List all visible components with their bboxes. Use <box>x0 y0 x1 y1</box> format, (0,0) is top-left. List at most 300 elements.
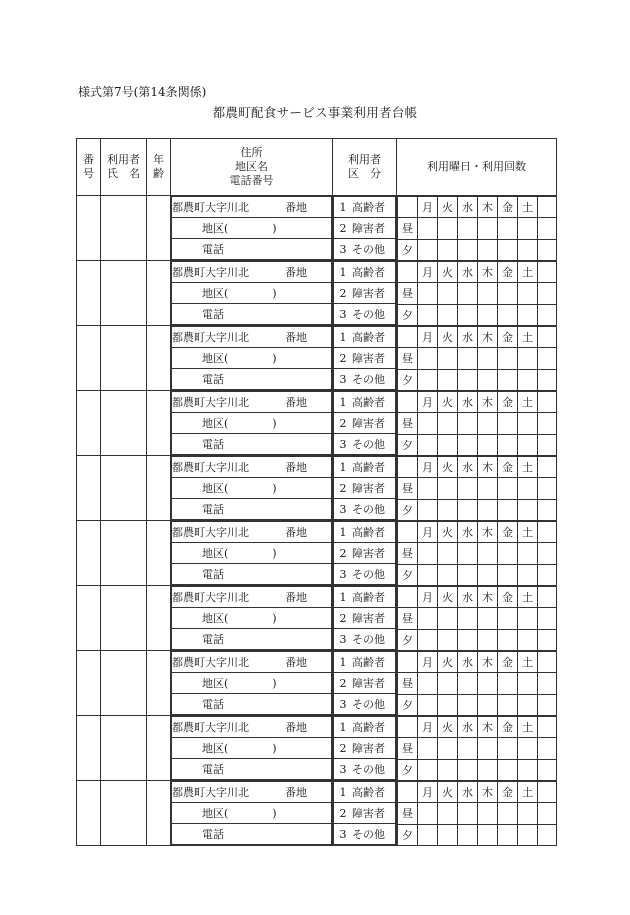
usage-count-cell[interactable] <box>458 608 478 629</box>
usage-count-cell[interactable] <box>518 218 538 239</box>
usage-count-cell[interactable] <box>498 413 518 434</box>
category-number: 2 <box>339 742 347 755</box>
usage-count-cell[interactable] <box>478 543 498 564</box>
category-cell[interactable] <box>333 456 397 521</box>
usage-count-cell[interactable] <box>438 824 458 845</box>
age-cell[interactable] <box>147 326 171 391</box>
category-cell[interactable] <box>333 196 397 261</box>
usage-grid-cell[interactable] <box>397 261 557 326</box>
header-user-name: 利用者 氏 名 <box>101 139 147 196</box>
usage-count-cell[interactable] <box>478 629 498 650</box>
usage-count-cell[interactable] <box>438 283 458 304</box>
weekday-label: 水 <box>458 262 478 283</box>
row-number-cell[interactable] <box>77 651 101 716</box>
address-cell[interactable] <box>171 521 333 586</box>
usage-count-cell[interactable] <box>478 499 498 520</box>
usage-count-cell[interactable] <box>518 283 538 304</box>
user-name-cell[interactable] <box>101 196 147 261</box>
usage-count-cell[interactable] <box>418 218 438 239</box>
category-number: 2 <box>339 482 347 495</box>
weekday-label: 水 <box>458 652 478 673</box>
weekday-label: 月 <box>418 262 438 283</box>
category-label: 高齢者 <box>352 396 385 409</box>
spare-cell[interactable] <box>538 218 557 239</box>
usage-grid-cell[interactable] <box>397 391 557 456</box>
usage-count-cell[interactable] <box>498 348 518 369</box>
weekday-label: 月 <box>418 392 438 413</box>
usage-count-cell[interactable] <box>458 564 478 585</box>
weekday-label: 火 <box>438 197 458 218</box>
spare-cell[interactable] <box>538 434 557 455</box>
usage-grid-cell[interactable] <box>397 781 557 846</box>
address-cell[interactable] <box>171 781 333 846</box>
address-cell[interactable] <box>171 456 333 521</box>
age-cell[interactable] <box>147 586 171 651</box>
category-number: 1 <box>339 786 347 799</box>
meal-slot-label: 昼 <box>398 218 418 239</box>
weekday-label: 火 <box>438 522 458 543</box>
meal-slot-label: 夕 <box>398 759 418 780</box>
usage-count-cell[interactable] <box>498 803 518 824</box>
meal-slot-label: 昼 <box>398 348 418 369</box>
usage-count-cell[interactable] <box>418 304 438 325</box>
meal-slot-label: 夕 <box>398 434 418 455</box>
usage-count-cell[interactable] <box>458 629 478 650</box>
weekday-label: 木 <box>478 262 498 283</box>
category-label: 高齢者 <box>352 786 385 799</box>
usage-count-cell[interactable] <box>498 304 518 325</box>
usage-grid-cell[interactable] <box>397 586 557 651</box>
meal-slot-label: 夕 <box>398 629 418 650</box>
header-address: 住所 地区名 電話番号 <box>171 139 333 196</box>
row-number-cell[interactable] <box>77 521 101 586</box>
address-phone: 電話 <box>202 438 224 451</box>
header-usage: 利用曜日・利用回数 <box>397 139 557 196</box>
usage-count-cell[interactable] <box>518 803 538 824</box>
age-cell[interactable] <box>147 781 171 846</box>
usage-count-cell[interactable] <box>438 694 458 715</box>
usage-count-cell[interactable] <box>438 543 458 564</box>
usage-count-cell[interactable] <box>418 348 438 369</box>
category-label: その他 <box>352 698 385 711</box>
spare-cell[interactable] <box>538 369 557 390</box>
category-number: 2 <box>339 807 347 820</box>
usage-count-cell[interactable] <box>518 564 538 585</box>
usage-count-cell[interactable] <box>438 413 458 434</box>
usage-count-cell[interactable] <box>518 629 538 650</box>
spare-cell[interactable] <box>538 522 557 543</box>
usage-count-cell[interactable] <box>438 499 458 520</box>
usage-count-cell[interactable] <box>438 239 458 260</box>
usage-count-cell[interactable] <box>478 218 498 239</box>
spare-cell[interactable] <box>538 824 557 845</box>
address-phone: 電話 <box>202 828 224 841</box>
address-town: 都農町大字川北 <box>172 656 249 669</box>
usage-count-cell[interactable] <box>418 434 438 455</box>
category-cell[interactable] <box>333 586 397 651</box>
weekday-label: 月 <box>418 652 438 673</box>
usage-count-cell[interactable] <box>418 629 438 650</box>
spare-cell[interactable] <box>538 348 557 369</box>
usage-count-cell[interactable] <box>478 608 498 629</box>
weekday-label: 月 <box>418 782 438 803</box>
usage-count-cell[interactable] <box>438 434 458 455</box>
slot-blank <box>398 717 418 738</box>
usage-count-cell[interactable] <box>418 673 438 694</box>
meal-slot-label: 夕 <box>398 239 418 260</box>
spare-cell[interactable] <box>538 239 557 260</box>
header-category: 利用者 区 分 <box>333 139 397 196</box>
usage-count-cell[interactable] <box>438 304 458 325</box>
usage-count-cell[interactable] <box>458 759 478 780</box>
usage-count-cell[interactable] <box>518 499 538 520</box>
usage-count-cell[interactable] <box>478 803 498 824</box>
category-number: 1 <box>339 656 347 669</box>
weekday-label: 金 <box>498 587 518 608</box>
usage-count-cell[interactable] <box>458 434 478 455</box>
row-number-cell[interactable] <box>77 456 101 521</box>
usage-count-cell[interactable] <box>478 478 498 499</box>
spare-cell[interactable] <box>538 629 557 650</box>
meal-slot-label: 昼 <box>398 413 418 434</box>
usage-count-cell[interactable] <box>498 478 518 499</box>
usage-count-cell[interactable] <box>478 434 498 455</box>
spare-cell[interactable] <box>538 782 557 803</box>
spare-cell[interactable] <box>538 197 557 218</box>
slot-blank <box>398 782 418 803</box>
category-number: 1 <box>339 266 347 279</box>
address-phone: 電話 <box>202 373 224 386</box>
usage-count-cell[interactable] <box>498 543 518 564</box>
category-label: 障害者 <box>352 222 385 235</box>
weekday-label: 木 <box>478 587 498 608</box>
spare-cell[interactable] <box>538 304 557 325</box>
usage-count-cell[interactable] <box>518 759 538 780</box>
usage-count-cell[interactable] <box>478 413 498 434</box>
spare-cell[interactable] <box>538 694 557 715</box>
usage-count-cell[interactable] <box>478 239 498 260</box>
usage-count-cell[interactable] <box>438 759 458 780</box>
weekday-label: 土 <box>518 782 538 803</box>
age-cell[interactable] <box>147 716 171 781</box>
address-cell[interactable] <box>171 391 333 456</box>
meal-slot-label: 夕 <box>398 824 418 845</box>
category-number: 1 <box>339 201 347 214</box>
spare-cell[interactable] <box>538 673 557 694</box>
usage-count-cell[interactable] <box>498 738 518 759</box>
category-cell[interactable] <box>333 716 397 781</box>
address-phone: 電話 <box>202 308 224 321</box>
usage-count-cell[interactable] <box>478 738 498 759</box>
spare-cell[interactable] <box>538 262 557 283</box>
usage-count-cell[interactable] <box>418 413 438 434</box>
user-ledger-table <box>76 138 557 846</box>
address-phone: 電話 <box>202 503 224 516</box>
usage-count-cell[interactable] <box>498 824 518 845</box>
user-name-cell[interactable] <box>101 521 147 586</box>
usage-grid-cell[interactable] <box>397 716 557 781</box>
usage-count-cell[interactable] <box>438 803 458 824</box>
usage-count-cell[interactable] <box>418 824 438 845</box>
spare-cell[interactable] <box>538 803 557 824</box>
usage-count-cell[interactable] <box>518 478 538 499</box>
usage-count-cell[interactable] <box>418 369 438 390</box>
usage-count-cell[interactable] <box>418 759 438 780</box>
address-town: 都農町大字川北 <box>172 201 249 214</box>
weekday-label: 月 <box>418 587 438 608</box>
category-label: 障害者 <box>352 612 385 625</box>
usage-count-cell[interactable] <box>518 369 538 390</box>
usage-count-cell[interactable] <box>458 694 478 715</box>
meal-slot-label: 夕 <box>398 499 418 520</box>
address-banchi: 番地 <box>285 201 307 214</box>
user-name-cell[interactable] <box>101 261 147 326</box>
meal-slot-label: 昼 <box>398 283 418 304</box>
category-number: 2 <box>339 417 347 430</box>
category-number: 3 <box>339 568 347 581</box>
address-cell[interactable] <box>171 326 333 391</box>
category-cell[interactable] <box>333 391 397 456</box>
spare-cell[interactable] <box>538 564 557 585</box>
spare-cell[interactable] <box>538 717 557 738</box>
address-town: 都農町大字川北 <box>172 396 249 409</box>
weekday-label: 土 <box>518 197 538 218</box>
usage-count-cell[interactable] <box>498 629 518 650</box>
usage-count-cell[interactable] <box>458 543 478 564</box>
usage-count-cell[interactable] <box>518 738 538 759</box>
usage-count-cell[interactable] <box>518 608 538 629</box>
category-number: 1 <box>339 461 347 474</box>
usage-count-cell[interactable] <box>418 543 438 564</box>
usage-count-cell[interactable] <box>478 759 498 780</box>
usage-count-cell[interactable] <box>458 803 478 824</box>
usage-grid-cell[interactable] <box>397 326 557 391</box>
usage-count-cell[interactable] <box>498 218 518 239</box>
usage-count-cell[interactable] <box>498 694 518 715</box>
category-label: 高齢者 <box>352 201 385 214</box>
usage-count-cell[interactable] <box>478 824 498 845</box>
usage-grid-cell[interactable] <box>397 651 557 716</box>
row-number-cell[interactable] <box>77 391 101 456</box>
spare-cell[interactable] <box>538 413 557 434</box>
usage-count-cell[interactable] <box>418 803 438 824</box>
usage-count-cell[interactable] <box>458 499 478 520</box>
category-cell[interactable] <box>333 651 397 716</box>
spare-cell[interactable] <box>538 283 557 304</box>
usage-count-cell[interactable] <box>458 478 478 499</box>
weekday-label: 金 <box>498 782 518 803</box>
table-row <box>77 781 557 846</box>
usage-count-cell[interactable] <box>438 218 458 239</box>
spare-cell[interactable] <box>538 392 557 413</box>
address-banchi: 番地 <box>285 526 307 539</box>
usage-count-cell[interactable] <box>518 673 538 694</box>
usage-count-cell[interactable] <box>418 564 438 585</box>
spare-cell[interactable] <box>538 608 557 629</box>
usage-count-cell[interactable] <box>518 694 538 715</box>
usage-count-cell[interactable] <box>498 239 518 260</box>
weekday-label: 木 <box>478 717 498 738</box>
usage-count-cell[interactable] <box>438 738 458 759</box>
usage-count-cell[interactable] <box>418 283 438 304</box>
age-cell[interactable] <box>147 651 171 716</box>
usage-count-cell[interactable] <box>418 608 438 629</box>
usage-count-cell[interactable] <box>518 543 538 564</box>
usage-count-cell[interactable] <box>418 239 438 260</box>
weekday-label: 火 <box>438 652 458 673</box>
usage-grid-cell[interactable] <box>397 196 557 261</box>
row-number-cell[interactable] <box>77 781 101 846</box>
usage-count-cell[interactable] <box>458 413 478 434</box>
usage-count-cell[interactable] <box>458 738 478 759</box>
category-cell[interactable] <box>333 781 397 846</box>
usage-count-cell[interactable] <box>458 673 478 694</box>
usage-count-cell[interactable] <box>498 564 518 585</box>
usage-count-cell[interactable] <box>438 348 458 369</box>
address-cell[interactable] <box>171 651 333 716</box>
age-cell[interactable] <box>147 456 171 521</box>
category-cell[interactable] <box>333 326 397 391</box>
row-number-cell[interactable] <box>77 196 101 261</box>
category-cell[interactable] <box>333 261 397 326</box>
spare-cell[interactable] <box>538 457 557 478</box>
weekday-label: 火 <box>438 327 458 348</box>
usage-count-cell[interactable] <box>498 759 518 780</box>
spare-cell[interactable] <box>538 587 557 608</box>
weekday-label: 金 <box>498 522 518 543</box>
weekday-label: 月 <box>418 457 438 478</box>
address-phone: 電話 <box>202 568 224 581</box>
address-town: 都農町大字川北 <box>172 461 249 474</box>
address-cell[interactable] <box>171 196 333 261</box>
spare-cell[interactable] <box>538 327 557 348</box>
usage-count-cell[interactable] <box>478 564 498 585</box>
age-cell[interactable] <box>147 521 171 586</box>
spare-cell[interactable] <box>538 652 557 673</box>
usage-count-cell[interactable] <box>518 348 538 369</box>
address-district: 地区( ) <box>202 547 277 560</box>
user-name-cell[interactable] <box>101 781 147 846</box>
row-number-cell[interactable] <box>77 716 101 781</box>
usage-count-cell[interactable] <box>418 694 438 715</box>
slot-blank <box>398 327 418 348</box>
usage-count-cell[interactable] <box>438 673 458 694</box>
usage-count-cell[interactable] <box>458 218 478 239</box>
usage-count-cell[interactable] <box>498 283 518 304</box>
usage-count-cell[interactable] <box>438 629 458 650</box>
weekday-label: 土 <box>518 392 538 413</box>
usage-count-cell[interactable] <box>458 348 478 369</box>
weekday-label: 水 <box>458 587 478 608</box>
usage-count-cell[interactable] <box>418 478 438 499</box>
usage-count-cell[interactable] <box>438 478 458 499</box>
usage-count-cell[interactable] <box>518 304 538 325</box>
usage-count-cell[interactable] <box>518 434 538 455</box>
usage-count-cell[interactable] <box>458 824 478 845</box>
usage-count-cell[interactable] <box>498 673 518 694</box>
user-name-cell[interactable] <box>101 586 147 651</box>
usage-count-cell[interactable] <box>498 434 518 455</box>
usage-count-cell[interactable] <box>478 348 498 369</box>
category-label: 高齢者 <box>352 656 385 669</box>
usage-count-cell[interactable] <box>498 608 518 629</box>
usage-count-cell[interactable] <box>418 738 438 759</box>
address-cell[interactable] <box>171 261 333 326</box>
user-name-cell[interactable] <box>101 651 147 716</box>
user-name-cell[interactable] <box>101 391 147 456</box>
category-cell[interactable] <box>333 521 397 586</box>
weekday-label: 水 <box>458 197 478 218</box>
category-label: 高齢者 <box>352 331 385 344</box>
age-cell[interactable] <box>147 196 171 261</box>
weekday-label: 土 <box>518 652 538 673</box>
usage-count-cell[interactable] <box>478 304 498 325</box>
usage-grid-cell[interactable] <box>397 456 557 521</box>
weekday-label: 金 <box>498 457 518 478</box>
category-number: 1 <box>339 331 347 344</box>
usage-grid-cell[interactable] <box>397 521 557 586</box>
user-name-cell[interactable] <box>101 456 147 521</box>
usage-count-cell[interactable] <box>518 413 538 434</box>
row-number-cell[interactable] <box>77 586 101 651</box>
usage-count-cell[interactable] <box>498 369 518 390</box>
table-row <box>77 196 557 261</box>
usage-count-cell[interactable] <box>458 304 478 325</box>
usage-count-cell[interactable] <box>458 239 478 260</box>
usage-count-cell[interactable] <box>498 499 518 520</box>
form-number: 様式第7号(第14条関係) <box>78 85 207 99</box>
usage-count-cell[interactable] <box>418 499 438 520</box>
weekday-label: 火 <box>438 587 458 608</box>
address-district: 地区( ) <box>202 677 277 690</box>
user-name-cell[interactable] <box>101 716 147 781</box>
usage-count-cell[interactable] <box>438 369 458 390</box>
age-cell[interactable] <box>147 391 171 456</box>
weekday-label: 水 <box>458 457 478 478</box>
usage-count-cell[interactable] <box>438 608 458 629</box>
category-label: その他 <box>352 568 385 581</box>
row-number-cell[interactable] <box>77 326 101 391</box>
spare-cell[interactable] <box>538 499 557 520</box>
row-number-cell[interactable] <box>77 261 101 326</box>
usage-count-cell[interactable] <box>478 369 498 390</box>
usage-count-cell[interactable] <box>458 283 478 304</box>
category-number: 2 <box>339 612 347 625</box>
usage-count-cell[interactable] <box>478 694 498 715</box>
spare-cell[interactable] <box>538 543 557 564</box>
age-cell[interactable] <box>147 261 171 326</box>
category-label: 高齢者 <box>352 266 385 279</box>
usage-count-cell[interactable] <box>518 239 538 260</box>
usage-count-cell[interactable] <box>478 283 498 304</box>
spare-cell[interactable] <box>538 738 557 759</box>
usage-count-cell[interactable] <box>438 564 458 585</box>
user-name-cell[interactable] <box>101 326 147 391</box>
address-cell[interactable] <box>171 586 333 651</box>
category-label: その他 <box>352 438 385 451</box>
usage-count-cell[interactable] <box>518 824 538 845</box>
address-district: 地区( ) <box>202 352 277 365</box>
weekday-label: 月 <box>418 717 438 738</box>
spare-cell[interactable] <box>538 478 557 499</box>
usage-count-cell[interactable] <box>458 369 478 390</box>
address-cell[interactable] <box>171 716 333 781</box>
weekday-label: 水 <box>458 782 478 803</box>
spare-cell[interactable] <box>538 759 557 780</box>
usage-count-cell[interactable] <box>478 673 498 694</box>
category-label: その他 <box>352 308 385 321</box>
category-label: その他 <box>352 243 385 256</box>
